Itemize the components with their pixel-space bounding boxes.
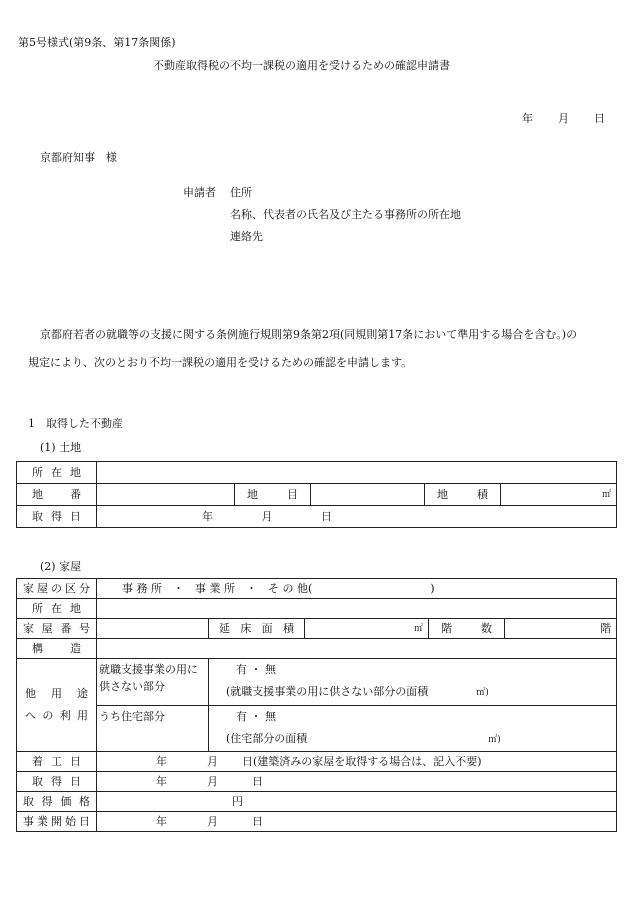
residential-area-line bbox=[214, 732, 611, 747]
land-category-label: 地目 bbox=[235, 484, 311, 506]
other-use-label bbox=[17, 659, 97, 752]
nonuse-label-line1: 就職支援事業の用に bbox=[99, 663, 198, 676]
house-heading: (2) 家屋 bbox=[40, 560, 82, 573]
business-start-day: 日 bbox=[252, 814, 263, 828]
house-table bbox=[16, 578, 617, 832]
start-month: 月 bbox=[207, 754, 218, 768]
nonuse-area-unit: ㎡) bbox=[476, 688, 489, 698]
applicant-label: 申請者 bbox=[183, 186, 216, 199]
residential-area-text: (住宅部分の面積 bbox=[226, 732, 308, 745]
nonuse-field[interactable] bbox=[209, 659, 617, 706]
house-location-label: 所在地 bbox=[17, 599, 97, 619]
land-table bbox=[16, 461, 617, 528]
date-month: 月 bbox=[558, 112, 569, 125]
form-number: 第5号様式(第9条、第17条関係) bbox=[18, 36, 176, 49]
section-heading: 1 取得した不動産 bbox=[28, 417, 123, 430]
land-acq-year: 年 bbox=[202, 509, 213, 523]
house-acq-day: 日 bbox=[252, 774, 263, 788]
residential-yes-no[interactable]: 有 ・ 無 bbox=[236, 710, 276, 723]
date-year: 年 bbox=[522, 112, 533, 125]
house-floor-area-field[interactable] bbox=[305, 619, 429, 639]
nonuse-label-line2: 供さない部分 bbox=[99, 680, 165, 693]
house-acq-date-field[interactable] bbox=[97, 772, 617, 792]
business-start-month: 月 bbox=[207, 814, 218, 828]
business-start-year: 年 bbox=[156, 814, 167, 828]
house-acq-date-label: 取得日 bbox=[17, 772, 97, 792]
applicant-contact-label: 連絡先 bbox=[230, 230, 263, 243]
land-location-label: 所在地 bbox=[17, 462, 97, 484]
start-note: 日(建築済みの家屋を取得する場合は、記入不要) bbox=[242, 754, 482, 768]
land-area-label: 地積 bbox=[425, 484, 501, 506]
price-unit: 円 bbox=[232, 794, 243, 808]
body-text-line2: 規定により、次のとおり不均一課税の適用を受けるための確認を申請します。 bbox=[28, 356, 413, 369]
house-number-label: 家屋番号 bbox=[17, 619, 97, 639]
residential-label: うち住宅部分 bbox=[97, 706, 209, 752]
land-area-unit: ㎡ bbox=[602, 489, 612, 500]
house-type-close: ) bbox=[430, 581, 435, 595]
nonuse-area-line bbox=[214, 685, 611, 700]
applicant-address-label: 住所 bbox=[230, 186, 252, 199]
business-start-label: 事業開始日 bbox=[17, 812, 97, 832]
nonuse-label bbox=[97, 659, 209, 706]
land-area-field[interactable] bbox=[501, 484, 617, 506]
page-title: 不動産取得税の不均一課税の適用を受けるための確認申請書 bbox=[153, 59, 450, 72]
land-acq-month: 月 bbox=[261, 509, 273, 523]
start-date-label: 着工日 bbox=[17, 752, 97, 772]
date-day: 日 bbox=[594, 112, 605, 125]
house-structure-label: 構造 bbox=[17, 639, 97, 659]
nonuse-yes-no[interactable]: 有 ・ 無 bbox=[236, 663, 276, 676]
house-floor-area-label: 延床面積 bbox=[209, 619, 305, 639]
house-type-options: 事 務 所 ・ 事 業 所 ・ そ の 他( bbox=[122, 581, 313, 595]
start-year: 年 bbox=[156, 754, 167, 768]
body-text-line1: 京都府若者の就職等の支援に関する条例施行規則第9条第2項(同規則第17条において準用する場合を含む。)の bbox=[40, 328, 578, 341]
other-use-label-line1: 他用途 bbox=[25, 687, 88, 700]
nonuse-area-text: (就職支援事業の用に供さない部分の面積 bbox=[226, 685, 429, 698]
price-field[interactable] bbox=[97, 792, 617, 812]
land-category-field[interactable] bbox=[311, 484, 425, 506]
land-acq-date-field[interactable] bbox=[97, 506, 617, 528]
house-acq-month: 月 bbox=[207, 774, 218, 788]
residential-area-unit: ㎡) bbox=[488, 735, 501, 745]
land-lot-field[interactable] bbox=[97, 484, 235, 506]
house-structure-field[interactable] bbox=[97, 639, 617, 659]
house-acq-year: 年 bbox=[156, 774, 167, 788]
house-floor-area-unit: ㎡ bbox=[413, 623, 423, 634]
house-floors-unit: 階 bbox=[600, 621, 612, 635]
land-acq-day: 日 bbox=[321, 509, 332, 523]
land-lot-label: 地番 bbox=[17, 484, 97, 506]
start-date-field[interactable] bbox=[97, 752, 617, 772]
land-location-field[interactable] bbox=[97, 462, 617, 484]
addressee: 京都府知事 様 bbox=[40, 151, 117, 164]
house-number-field[interactable] bbox=[97, 619, 209, 639]
land-acq-date-label: 取得日 bbox=[17, 506, 97, 528]
price-label: 取得価格 bbox=[17, 792, 97, 812]
residential-field[interactable] bbox=[209, 706, 617, 752]
land-heading: (1) 土地 bbox=[40, 441, 82, 454]
house-location-field[interactable] bbox=[97, 599, 617, 619]
house-floors-label: 階数 bbox=[429, 619, 505, 639]
house-type-field[interactable] bbox=[97, 579, 617, 599]
house-type-label: 家屋の区分 bbox=[17, 579, 97, 599]
applicant-name-label: 名称、代表者の氏名及び主たる事務所の所在地 bbox=[230, 208, 461, 221]
other-use-label-line2: への利用 bbox=[25, 709, 88, 722]
house-floors-field[interactable] bbox=[505, 619, 617, 639]
business-start-field[interactable] bbox=[97, 812, 617, 832]
